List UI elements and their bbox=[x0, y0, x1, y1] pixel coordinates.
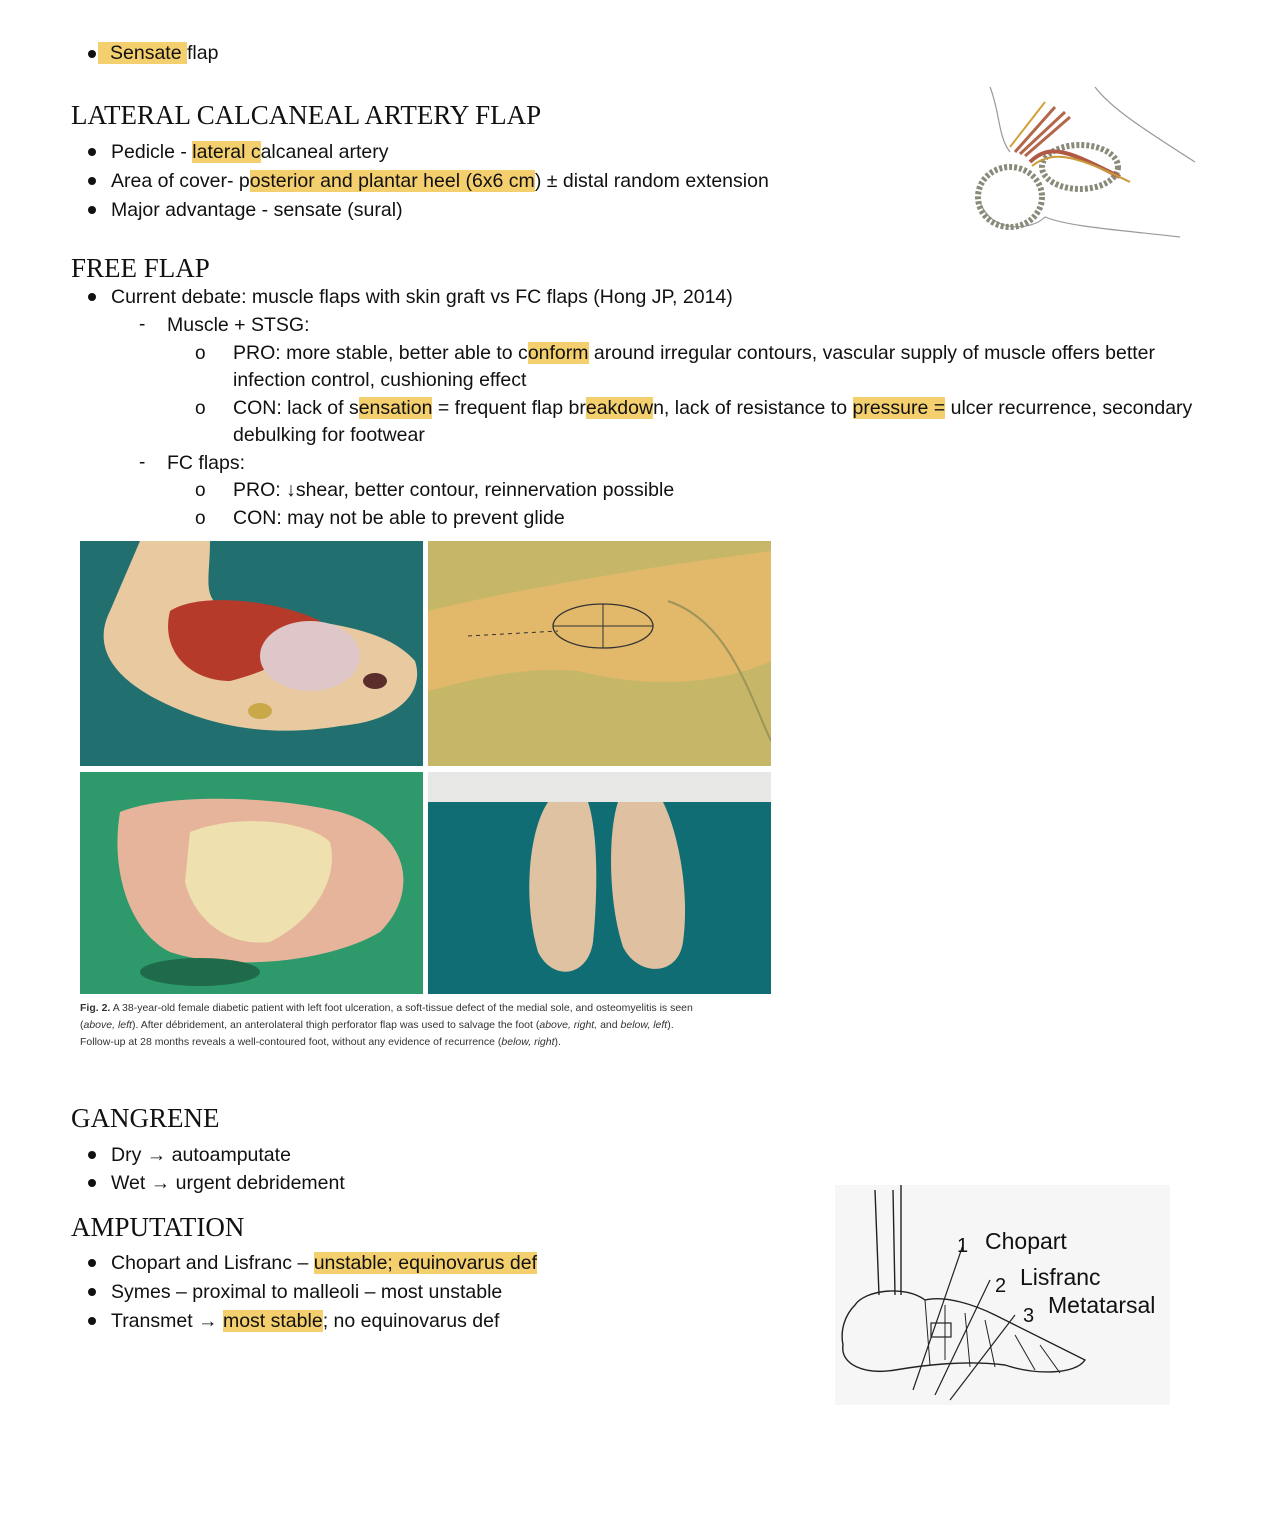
bullet-dot bbox=[88, 1259, 96, 1267]
circle-bullet: o bbox=[195, 480, 206, 501]
text: ). bbox=[554, 1036, 561, 1048]
text: ) ± distal random extension bbox=[534, 170, 769, 192]
heading-lateral-calcaneal: LATERAL CALCANEAL ARTERY FLAP bbox=[71, 100, 542, 130]
photo-thigh-flap-marking bbox=[428, 541, 771, 766]
highlight: most stable bbox=[222, 1310, 323, 1332]
circle-bullet: o bbox=[195, 398, 206, 419]
photo-flap-inset bbox=[80, 772, 423, 994]
figure-caption bbox=[80, 1000, 780, 1051]
fc-pro-line: PRO: ↓shear, better contour, reinnervation possible bbox=[233, 479, 675, 501]
photo-foot-ulcer bbox=[80, 541, 423, 766]
wet-bullet: Wet → urgent debridement bbox=[111, 1172, 345, 1194]
circle-bullet: o bbox=[195, 508, 206, 529]
text: and bbox=[597, 1019, 621, 1031]
circle-bullet: o bbox=[195, 343, 206, 364]
text: = frequent flap br bbox=[432, 397, 586, 419]
highlight: unstable; equinovarus def bbox=[313, 1252, 538, 1274]
text: ; no equinovarus def bbox=[322, 1310, 500, 1332]
symes-bullet: Symes – proximal to malleoli – most unstable bbox=[111, 1281, 503, 1303]
text: Chopart and Lisfranc – bbox=[111, 1252, 314, 1274]
figure-label: Fig. 2. bbox=[80, 1002, 111, 1014]
text: above, right, bbox=[539, 1019, 598, 1031]
muscle-stsg-label: Muscle + STSG: bbox=[167, 314, 310, 336]
highlight: Sensate bbox=[98, 42, 187, 64]
highlight: lateral c bbox=[192, 141, 261, 163]
text: below, right bbox=[501, 1036, 555, 1048]
highlight: ensation bbox=[358, 397, 433, 419]
bullet-dot bbox=[88, 50, 96, 58]
text: Transmet → bbox=[111, 1310, 223, 1332]
amputation-levels-diagram bbox=[835, 1185, 1170, 1405]
fc-con-line: CON: may not be able to prevent glide bbox=[233, 507, 565, 529]
chopart-label: Chopart bbox=[985, 1228, 1067, 1254]
text: below, left bbox=[620, 1019, 668, 1031]
highlight: pressure = bbox=[852, 397, 946, 419]
photo-followup-feet bbox=[428, 772, 771, 994]
text: Follow-up at 28 months reveals a well-contoured foot, without any evidence of recurrence ( bbox=[80, 1036, 502, 1048]
text: n, lack of resistance to bbox=[653, 397, 853, 419]
text: alcaneal artery bbox=[260, 141, 389, 163]
text: around irregular contours, vascular supply of muscle offers better bbox=[588, 342, 1156, 364]
text: CON: lack of s bbox=[233, 397, 359, 419]
bullet-dot bbox=[88, 206, 96, 214]
level-3-number: 3 bbox=[1023, 1305, 1035, 1327]
text: above, left bbox=[83, 1019, 132, 1031]
heading-free-flap: FREE FLAP bbox=[71, 253, 210, 283]
highlight: eakdow bbox=[585, 397, 654, 419]
text: Pedicle - bbox=[111, 141, 193, 163]
text: A 38-year-old female diabetic patient with left foot ulceration, a soft-tissue defect of the medial sole, and osteomyelitis is seen bbox=[112, 1002, 693, 1014]
lisfranc-label: Lisfranc bbox=[1020, 1264, 1101, 1290]
highlight: osterior and plantar heel (6x6 cm bbox=[249, 170, 535, 192]
dash-marker: - bbox=[139, 452, 146, 473]
text: flap bbox=[186, 42, 219, 64]
lateral-calcaneal-flap-illustration bbox=[970, 82, 1210, 242]
dry-bullet: Dry → autoamputate bbox=[111, 1144, 291, 1166]
bullet-dot bbox=[88, 1179, 96, 1187]
caption-line-2 bbox=[80, 1017, 780, 1034]
caption-line-3 bbox=[80, 1034, 780, 1051]
text: ulcer recurrence, secondary bbox=[945, 397, 1193, 419]
dash-marker: - bbox=[139, 314, 146, 335]
sensate-flap-bullet bbox=[98, 40, 218, 66]
level-1-number: 1 bbox=[957, 1235, 969, 1257]
muscle-pro-line bbox=[233, 340, 1155, 366]
fc-flaps-label: FC flaps: bbox=[167, 452, 246, 474]
heading-gangrene: GANGRENE bbox=[71, 1103, 220, 1133]
caption-line-1 bbox=[80, 1000, 780, 1017]
highlight: onform bbox=[527, 342, 589, 364]
text: PRO: more stable, better able to c bbox=[233, 342, 528, 364]
muscle-con-line bbox=[233, 395, 1192, 421]
current-debate-bullet: Current debate: muscle flaps with skin graft vs FC flaps (Hong JP, 2014) bbox=[111, 286, 733, 308]
transmet-bullet bbox=[111, 1308, 499, 1334]
metatarsal-label: Metatarsal bbox=[1048, 1292, 1156, 1318]
bullet-dot bbox=[88, 1288, 96, 1296]
heading-amputation: AMPUTATION bbox=[71, 1212, 245, 1242]
major-advantage-bullet: Major advantage - sensate (sural) bbox=[111, 199, 403, 221]
bullet-dot bbox=[88, 148, 96, 156]
bullet-dot bbox=[88, 293, 96, 301]
bullet-dot bbox=[88, 1151, 96, 1159]
text: Area of cover- p bbox=[111, 170, 250, 192]
text: ). After débridement, an anterolateral thigh perforator flap was used to salvage the foot ( bbox=[131, 1019, 540, 1031]
text: ( bbox=[80, 1019, 84, 1031]
muscle-con-cont: debulking for footwear bbox=[233, 424, 425, 446]
text: ). bbox=[667, 1019, 674, 1031]
bullet-dot bbox=[88, 177, 96, 185]
bullet-dot bbox=[88, 1317, 96, 1325]
chopart-lisfranc-bullet bbox=[111, 1250, 537, 1276]
level-2-number: 2 bbox=[995, 1275, 1007, 1297]
pedicle-bullet bbox=[111, 139, 388, 165]
muscle-pro-cont: infection control, cushioning effect bbox=[233, 369, 527, 391]
area-of-cover-bullet bbox=[111, 168, 769, 194]
